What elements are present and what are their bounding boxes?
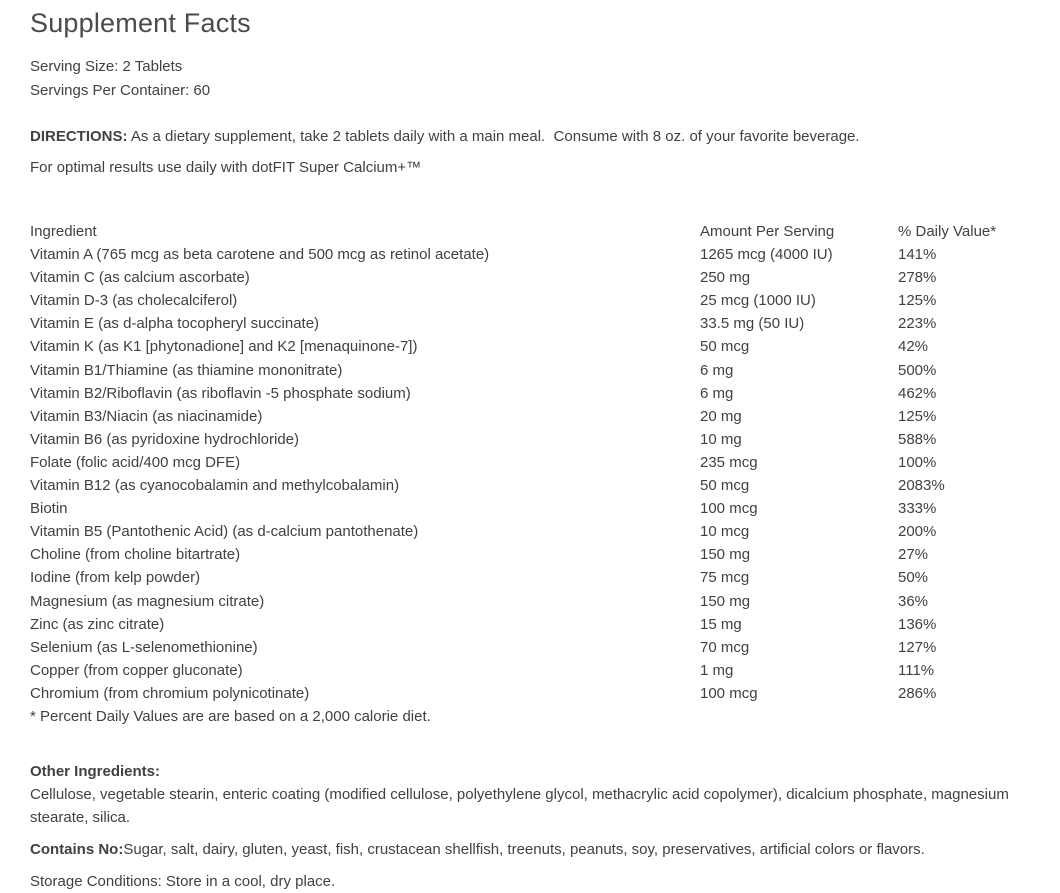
amount-cell: 1265 mcg (4000 IU) xyxy=(700,246,833,264)
table-row xyxy=(30,613,1040,636)
table-row xyxy=(30,428,1040,451)
amount-cell: 100 mcg xyxy=(700,500,758,518)
table-row xyxy=(30,335,1040,358)
daily-value-cell: 223% xyxy=(898,315,937,333)
ingredient-cell: Zinc (as zinc citrate) xyxy=(30,615,165,633)
daily-value-cell: 111% xyxy=(898,661,935,679)
other-ingredients-text: Cellulose, vegetable stearin, enteric coating (modified cellulose, polyethylene glycol, methacrylic acid copolymer), dicalcium phosphate, magnesium stearate, silica. xyxy=(30,786,1009,827)
daily-value-cell: 27% xyxy=(898,546,929,564)
ingredient-cell: Vitamin K (as K1 [phytonadione] and K2 [menaquinone-7]) xyxy=(30,338,418,356)
amount-cell: 50 mcg xyxy=(700,338,750,356)
ingredient-cell: Vitamin B2/Riboflavin (as riboflavin -5 phosphate sodium) xyxy=(30,384,411,402)
table-row xyxy=(30,266,1040,289)
amount-cell: 6 mg xyxy=(700,384,734,402)
table-row xyxy=(30,312,1040,335)
daily-value-cell: 136% xyxy=(898,615,937,633)
amount-cell: 1 mg xyxy=(700,661,734,679)
amount-cell: 250 mg xyxy=(700,269,751,287)
table-row xyxy=(30,359,1040,382)
storage-conditions-line: Storage Conditions: Store in a cool, dry place. xyxy=(30,873,336,891)
column-header-amount: Amount Per Serving xyxy=(700,223,835,240)
contains-no-label: Contains No: xyxy=(30,841,124,859)
amount-cell: 150 mg xyxy=(700,546,751,564)
serving-info xyxy=(30,55,1040,102)
ingredient-cell: Folate (folic acid/400 mcg DFE) xyxy=(30,453,241,471)
daily-value-cell: 200% xyxy=(898,523,937,541)
ingredient-cell: Vitamin B3/Niacin (as niacinamide) xyxy=(30,407,263,425)
daily-value-cell: 333% xyxy=(898,500,937,518)
page-title: Supplement Facts xyxy=(30,8,251,38)
amount-cell: 6 mg xyxy=(700,361,734,379)
ingredient-cell: Vitamin C (as calcium ascorbate) xyxy=(30,269,250,287)
table-row xyxy=(30,497,1040,520)
directions-label: DIRECTIONS: xyxy=(30,128,128,145)
amount-cell: 20 mg xyxy=(700,407,742,425)
ingredient-cell: Vitamin B6 (as pyridoxine hydrochloride) xyxy=(30,430,300,448)
table-row xyxy=(30,405,1040,428)
ingredient-cell: Vitamin E (as d-alpha tocopheryl succinate) xyxy=(30,315,320,333)
optimal-use-line: For optimal results use daily with dotFIT Super Calcium+™ xyxy=(30,159,422,176)
servings-per-container-line: Servings Per Container: 60 xyxy=(30,81,211,99)
other-ingredients-label xyxy=(30,760,1040,783)
serving-size-line: Serving Size: 2 Tablets xyxy=(30,58,183,75)
table-row xyxy=(30,382,1040,405)
daily-value-cell: 286% xyxy=(898,684,937,702)
ingredient-cell: Selenium (as L-selenomethionine) xyxy=(30,638,258,656)
column-header-daily-value: % Daily Value* xyxy=(898,223,997,240)
table-body xyxy=(30,243,1040,705)
daily-value-cell: 588% xyxy=(898,430,937,448)
daily-value-cell: 462% xyxy=(898,384,937,402)
table-row xyxy=(30,474,1040,497)
table-row xyxy=(30,566,1040,589)
ingredient-cell: Iodine (from kelp powder) xyxy=(30,569,201,587)
amount-cell: 75 mcg xyxy=(700,569,750,587)
daily-value-cell: 141% xyxy=(898,246,937,264)
amount-cell: 50 mcg xyxy=(700,477,750,495)
ingredient-cell: Vitamin A (765 mcg as beta carotene and 500 mcg as retinol acetate) xyxy=(30,246,490,264)
other-ingredients-label-text: Other Ingredients: xyxy=(30,763,161,781)
table-row xyxy=(30,451,1040,474)
amount-cell: 235 mcg xyxy=(700,453,758,471)
daily-value-cell: 127% xyxy=(898,638,937,656)
ingredient-cell: Vitamin B12 (as cyanocobalamin and methylcobalamin) xyxy=(30,477,400,495)
ingredient-cell: Copper (from copper gluconate) xyxy=(30,661,243,679)
amount-cell: 150 mg xyxy=(700,592,751,610)
table-row xyxy=(30,243,1040,266)
amount-cell: 15 mg xyxy=(700,615,742,633)
ingredient-cell: Magnesium (as magnesium citrate) xyxy=(30,592,265,610)
table-row xyxy=(30,520,1040,543)
ingredient-cell: Vitamin D-3 (as cholecalciferol) xyxy=(30,292,238,310)
table-row xyxy=(30,636,1040,659)
table-row xyxy=(30,289,1040,312)
table-row xyxy=(30,590,1040,613)
amount-cell: 33.5 mg (50 IU) xyxy=(700,315,805,333)
table-header-row xyxy=(30,220,1040,243)
daily-value-cell: 50% xyxy=(898,569,929,587)
amount-cell: 10 mcg xyxy=(700,523,750,541)
table-row xyxy=(30,659,1040,682)
table-row xyxy=(30,682,1040,705)
directions-line xyxy=(30,125,1040,148)
ingredient-cell: Biotin xyxy=(30,500,68,518)
directions-text: As a dietary supplement, take 2 tablets daily with a main meal. Consume with 8 oz. of your favorite beverage. xyxy=(127,128,860,145)
daily-value-cell: 42% xyxy=(898,338,929,356)
amount-cell: 10 mg xyxy=(700,430,742,448)
amount-cell: 25 mcg (1000 IU) xyxy=(700,292,816,310)
table-row xyxy=(30,543,1040,566)
column-header-ingredient: Ingredient xyxy=(30,223,97,240)
daily-value-cell: 125% xyxy=(898,407,937,425)
ingredient-cell: Vitamin B5 (Pantothenic Acid) (as d-calcium pantothenate) xyxy=(30,523,419,541)
ingredient-cell: Chromium (from chromium polynicotinate) xyxy=(30,684,310,702)
contains-no-text: Sugar, salt, dairy, gluten, yeast, fish, crustacean shellfish, treenuts, peanuts, soy, preservatives, artificial colors or flavors. xyxy=(123,841,925,859)
daily-value-cell: 36% xyxy=(898,592,929,610)
daily-value-footnote: * Percent Daily Values are are based on a 2,000 calorie diet. xyxy=(30,707,431,725)
ingredient-cell: Choline (from choline bitartrate) xyxy=(30,546,241,564)
daily-value-cell: 100% xyxy=(898,453,937,471)
daily-value-cell: 278% xyxy=(898,269,937,287)
amount-cell: 70 mcg xyxy=(700,638,750,656)
daily-value-cell: 125% xyxy=(898,292,937,310)
contains-no-line xyxy=(30,838,1040,861)
daily-value-cell: 500% xyxy=(898,361,937,379)
other-ingredients-section xyxy=(30,760,1040,829)
ingredient-cell: Vitamin B1/Thiamine (as thiamine mononitrate) xyxy=(30,361,343,379)
daily-value-cell: 2083% xyxy=(898,477,945,495)
supplement-facts-table xyxy=(30,220,1040,728)
amount-cell: 100 mcg xyxy=(700,684,758,702)
